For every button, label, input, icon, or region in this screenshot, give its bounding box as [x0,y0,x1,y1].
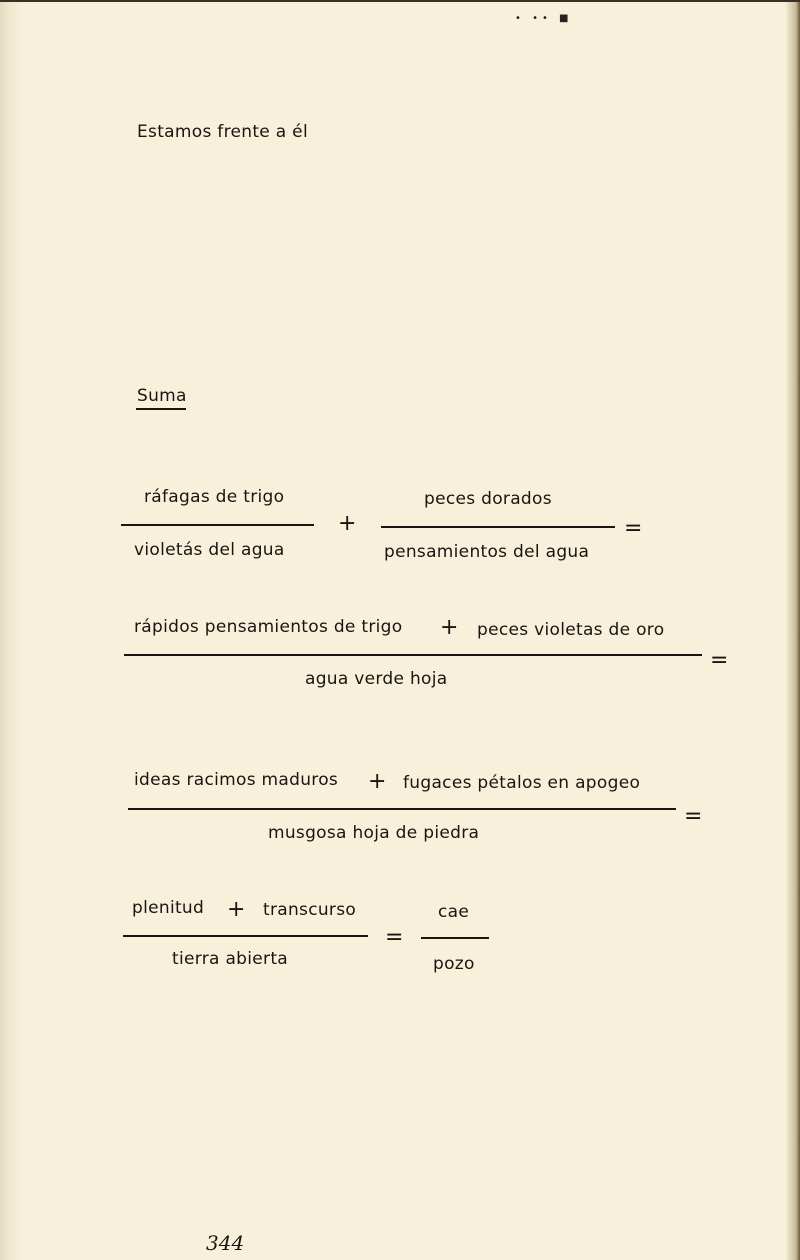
denominator: musgosa hoja de piedra [268,823,480,843]
numerator-right: peces violetas de oro [477,620,665,640]
page-gutter [0,0,22,1260]
result-denominator: pozo [433,954,475,974]
numerator-left: rápidos pensamientos de trigo [134,617,403,637]
numerator-left: plenitud [132,898,205,918]
fraction-bar [124,654,702,656]
plus-sign: + [227,897,246,922]
result-numerator: cae [438,902,470,922]
plus-sign: + [338,511,357,536]
plus-sign: + [440,615,459,640]
numerator-right: fugaces pétalos en apogeo [403,773,641,793]
fraction-2-denominator: pensamientos del agua [384,542,590,562]
fraction-bar [123,935,368,937]
fraction-1-numerator: ráfagas de trigo [144,487,285,507]
print-specks: • •• ■ [515,13,573,24]
numerator-left: ideas racimos maduros [134,770,339,790]
page-heading: Estamos frente a él [137,122,308,142]
result-fraction-bar [421,937,489,939]
fraction-1-denominator: violetás del agua [134,540,285,560]
numerator-right: transcurso [263,900,357,920]
equals-sign: = [624,516,643,541]
equals-sign: = [684,804,703,829]
fraction-bar [128,808,676,810]
fraction-2-numerator: peces dorados [424,489,552,509]
top-border [0,0,800,2]
fraction-2-bar [381,526,615,528]
page-number: 344 [206,1231,245,1255]
denominator: tierra abierta [172,949,289,969]
equals-sign: = [710,648,729,673]
section-title-underline [136,408,186,410]
section-title: Suma [137,386,187,406]
page-edge [786,0,800,1260]
denominator: agua verde hoja [305,669,448,689]
equals-sign: = [385,925,404,950]
plus-sign: + [368,769,387,794]
fraction-1-bar [121,524,314,526]
